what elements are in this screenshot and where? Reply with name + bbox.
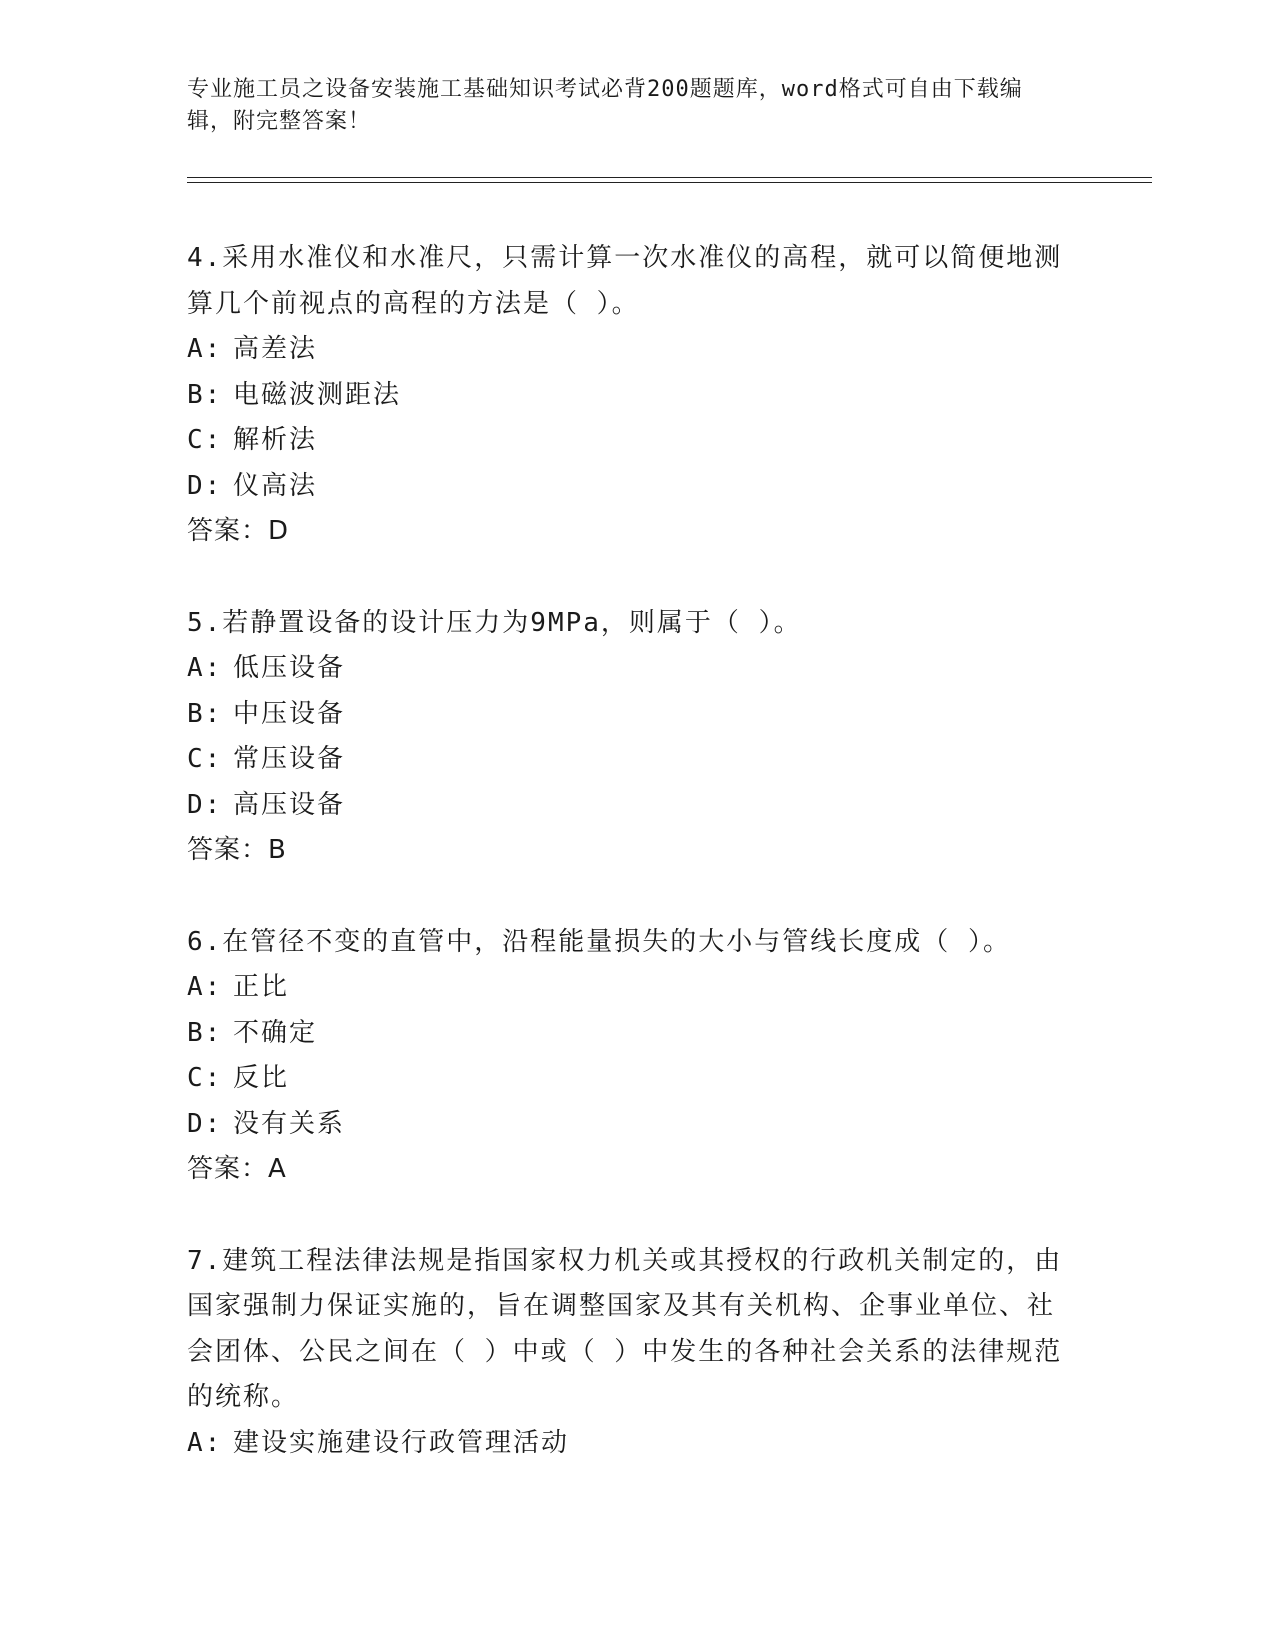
option-letter: C: xyxy=(187,1063,223,1093)
option-letter: B: xyxy=(187,379,223,410)
option-text: 仪高法 xyxy=(233,470,318,501)
option-letter: D: xyxy=(187,1108,223,1139)
option-a xyxy=(187,1421,1067,1467)
option-letter: D: xyxy=(187,789,223,820)
question-item xyxy=(187,1239,1067,1467)
question-item xyxy=(187,236,1067,555)
option-text: 正比 xyxy=(233,972,290,1002)
option-text: 中压设备 xyxy=(233,698,346,729)
option-text: 电磁波测距法 xyxy=(233,379,402,410)
header-rule-top xyxy=(187,177,1152,178)
option-text: 不确定 xyxy=(233,1017,318,1048)
question-item xyxy=(187,601,1067,874)
option-letter: B: xyxy=(187,698,223,729)
question-list xyxy=(187,236,1067,1512)
document-header: 专业施工员之设备安装施工基础知识考试必背200题题库，word格式可自由下载编辑，附完整答案！ xyxy=(187,77,1023,134)
option-c xyxy=(187,418,1067,464)
question-item xyxy=(187,920,1067,1193)
option-d xyxy=(187,464,1067,510)
option-b xyxy=(187,692,1067,738)
option-text: 高差法 xyxy=(233,334,318,364)
option-b xyxy=(187,373,1067,419)
option-text: 反比 xyxy=(233,1063,290,1093)
option-letter: A: xyxy=(187,334,223,364)
option-letter: D: xyxy=(187,470,223,501)
option-letter: A: xyxy=(187,653,223,683)
question-stem: 4.采用水准仪和水准尺，只需计算一次水准仪的高程，就可以简便地测算几个前视点的高程的方法是（ ）。 xyxy=(187,243,1063,319)
option-d xyxy=(187,1102,1067,1148)
option-letter: A: xyxy=(187,1427,223,1458)
option-b xyxy=(187,1011,1067,1057)
question-stem: 7.建筑工程法律法规是指国家权力机关或其授权的行政机关制定的，由国家强制力保证实施的，旨在调整国家及其有关机构、企事业单位、社会团体、公民之间在（ ）中或（ ）中发生的各种社会关系的法律规范的统称。 xyxy=(187,1245,1063,1412)
option-letter: C: xyxy=(187,425,223,455)
option-text: 没有关系 xyxy=(233,1108,346,1139)
option-c xyxy=(187,1056,1067,1102)
option-text: 低压设备 xyxy=(233,653,346,683)
question-stem: 6.在管径不变的直管中，沿程能量损失的大小与管线长度成（ ）。 xyxy=(187,926,1011,957)
option-letter: A: xyxy=(187,972,223,1002)
option-letter: B: xyxy=(187,1017,223,1048)
answer-line: 答案：D xyxy=(187,516,290,546)
option-a xyxy=(187,646,1067,692)
option-d xyxy=(187,783,1067,829)
option-c xyxy=(187,737,1067,783)
question-stem: 5.若静置设备的设计压力为9MPa，则属于（ ）。 xyxy=(187,607,802,638)
option-a xyxy=(187,965,1067,1011)
option-text: 解析法 xyxy=(233,425,318,455)
option-letter: C: xyxy=(187,744,223,774)
option-text: 常压设备 xyxy=(233,744,346,774)
option-text: 建设实施建设行政管理活动 xyxy=(233,1427,570,1458)
answer-line: 答案：B xyxy=(187,835,287,865)
header-rule-bottom xyxy=(187,182,1152,183)
option-text: 高压设备 xyxy=(233,789,346,820)
option-a xyxy=(187,327,1067,373)
answer-line: 答案：A xyxy=(187,1154,287,1184)
